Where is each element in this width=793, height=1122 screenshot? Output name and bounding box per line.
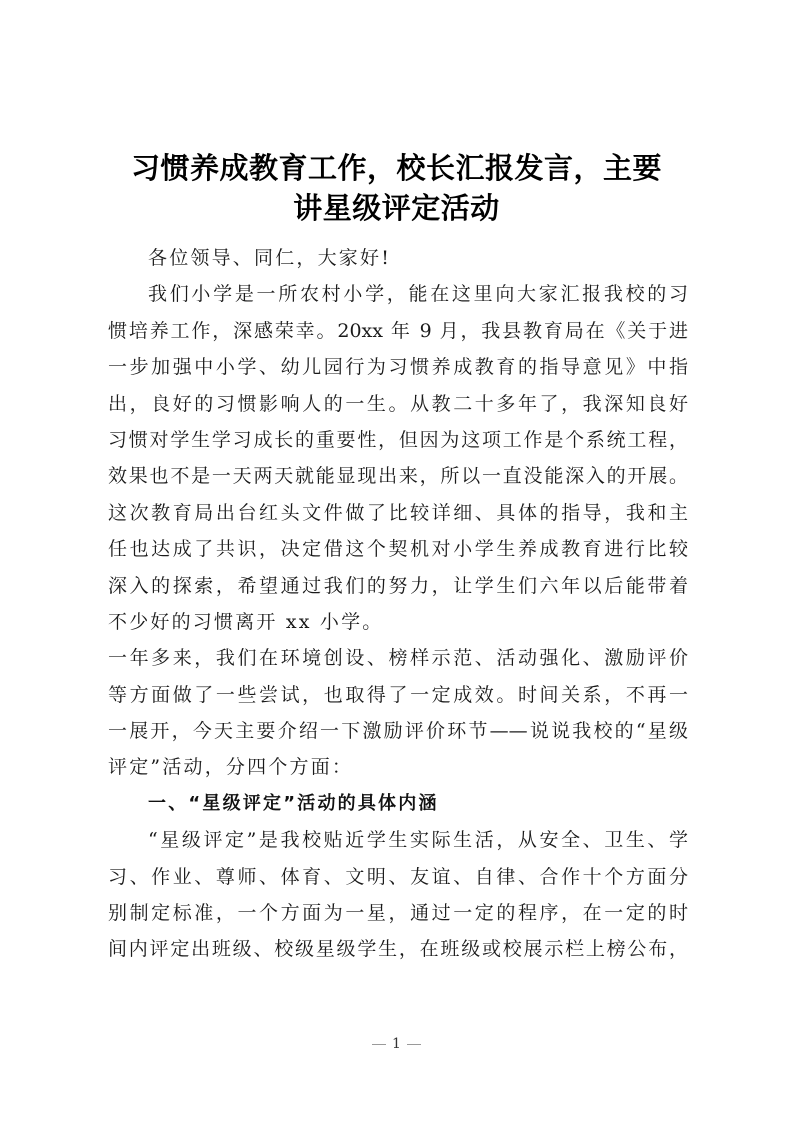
page-footer [0, 1036, 793, 1052]
footer-dash-left [372, 1044, 386, 1045]
paragraph-3-line: 习、作业、尊师、体育、文明、友谊、自律、合作十个方面分 [108, 865, 688, 888]
paragraph-1-line: 一步加强中小学、幼儿园行为习惯养成教育的指导意见》中指 [108, 356, 688, 379]
paragraph-3-line: 别制定标准，一个方面为一星，通过一定的程序，在一定的时 [108, 902, 688, 925]
paragraph-2-line: 一展开，今天主要介绍一下激励评价环节——说说我校的“星级 [108, 720, 688, 743]
title-line-1: 习惯养成教育工作，校长汇报发言，主要 [130, 151, 662, 185]
paragraph-2-line: 等方面做了一些尝试，也取得了一定成效。时间关系，不再一 [108, 683, 688, 706]
greeting-line: 各位领导、同仁，大家好! [148, 247, 392, 269]
page-number: 1 [392, 1036, 401, 1052]
footer-dash-right [407, 1044, 421, 1045]
paragraph-1-line: 深入的探索，希望通过我们的努力，让学生们六年以后能带着 [108, 574, 688, 597]
section-1-heading: 一、“星级评定”活动的具体内涵 [148, 792, 439, 814]
paragraph-1-line: 我们小学是一所农村小学，能在这里向大家汇报我校的习 [148, 283, 688, 306]
paragraph-2-line: 评定”活动，分四个方面： [108, 756, 354, 779]
paragraph-1-line: 习惯对学生学习成长的重要性，但因为这项工作是个系统工程， [108, 428, 688, 451]
paragraph-1-line: 这次教育局出台红头文件做了比较详细、具体的指导，我和主 [108, 501, 688, 524]
paragraph-1-line: 出，良好的习惯影响人的一生。从教二十多年了，我深知良好 [108, 392, 688, 415]
title-line-2: 讲星级评定活动 [293, 191, 500, 225]
paragraph-3-line: “星级评定”是我校贴近学生实际生活，从安全、卫生、学 [148, 829, 688, 852]
paragraph-2-line: 一年多来，我们在环境创设、榜样示范、活动强化、激励评价 [108, 647, 688, 670]
document-title [100, 148, 693, 228]
document-body [108, 240, 688, 968]
paragraph-3-line: 间内评定出班级、校级星级学生，在班级或校展示栏上榜公布， [108, 938, 688, 961]
paragraph-1-line: 惯培养工作，深感荣幸。20xx 年 9 月，我县教育局在《关于进 [108, 319, 688, 342]
paragraph-1-line: 效果也不是一天两天就能显现出来，所以一直没能深入的开展。 [108, 465, 688, 488]
paragraph-1-line: 不少好的习惯离开 xx 小学。 [108, 610, 384, 633]
paragraph-1-line: 任也达成了共识，决定借这个契机对小学生养成教育进行比较 [108, 538, 688, 561]
